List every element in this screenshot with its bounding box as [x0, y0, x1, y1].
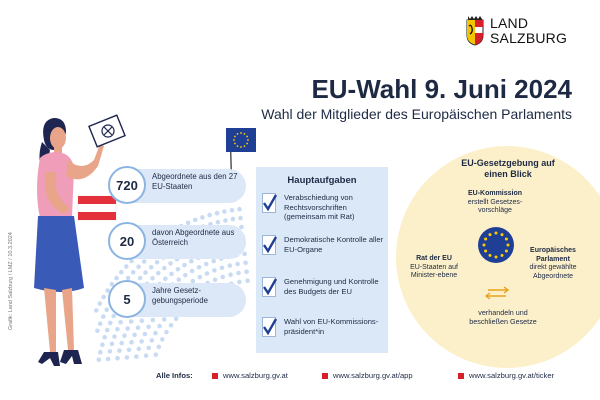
stat-value: 20	[108, 222, 146, 260]
node-parliament-title: Europäisches Parlament	[530, 247, 576, 263]
footer-link-text[interactable]: www.salzburg.gv.at	[223, 371, 288, 380]
footer-link[interactable]	[322, 371, 413, 380]
footer-link-text[interactable]: www.salzburg.gv.at/ticker	[469, 371, 555, 380]
graphic-credit: Grafik: Land Salzburg / LMZ / 10.3.2024	[8, 232, 14, 330]
main-tasks-title: Hauptaufgaben	[287, 175, 357, 186]
page-subtitle: Wahl der Mitglieder des Europäischen Parlaments	[261, 106, 572, 122]
footer-label: Alle Infos:	[156, 371, 193, 380]
task-text: Verabschiedung von Rechtsvorschriften (gemeinsam mit Rat)	[284, 193, 355, 221]
footer-link[interactable]	[212, 371, 288, 380]
footer-link-text[interactable]: www.salzburg.gv.at/app	[333, 371, 413, 380]
task-text: Genehmigung und Kontrolle des Budgets der EU	[284, 277, 379, 296]
node-commission-title: EU-Kommission	[467, 190, 523, 197]
footer	[0, 371, 600, 385]
stat-label: Abgeordnete aus den 27 EU-Staaten	[152, 172, 238, 191]
stat-value: 5	[108, 280, 146, 318]
logo-line-1: LAND	[490, 15, 529, 31]
stat-value: 720	[108, 166, 146, 204]
node-council-title: Rat der EU	[416, 255, 452, 262]
stat-label: davon Abgeordnete aus Österreich	[152, 228, 235, 247]
task-text: Wahl von EU-Kommissions-präsident*in	[284, 317, 379, 336]
legislation-caption: verhandeln und beschließen Gesetze	[469, 308, 537, 326]
footer-link[interactable]	[458, 371, 554, 380]
task-text: Demokratische Kontrolle aller EU-Organe	[284, 235, 384, 254]
bullet-square-icon	[212, 373, 218, 379]
bullet-square-icon	[458, 373, 464, 379]
logo-line-2: SALZBURG	[490, 30, 568, 46]
bullet-square-icon	[322, 373, 328, 379]
legislation-title: EU-Gesetzgebung auf einen Blick	[461, 158, 555, 179]
page-title: EU-Wahl 9. Juni 2024	[311, 74, 572, 104]
node-commission-text: erstellt Gesetzes-vorschläge	[467, 198, 523, 215]
node-council-text: EU-Staaten auf Minister-ebene	[410, 263, 458, 280]
stat-label: Jahre Gesetz-gebungsperiode	[152, 286, 208, 305]
node-parliament-text: direkt gewählte Abgeordnete	[529, 264, 577, 280]
